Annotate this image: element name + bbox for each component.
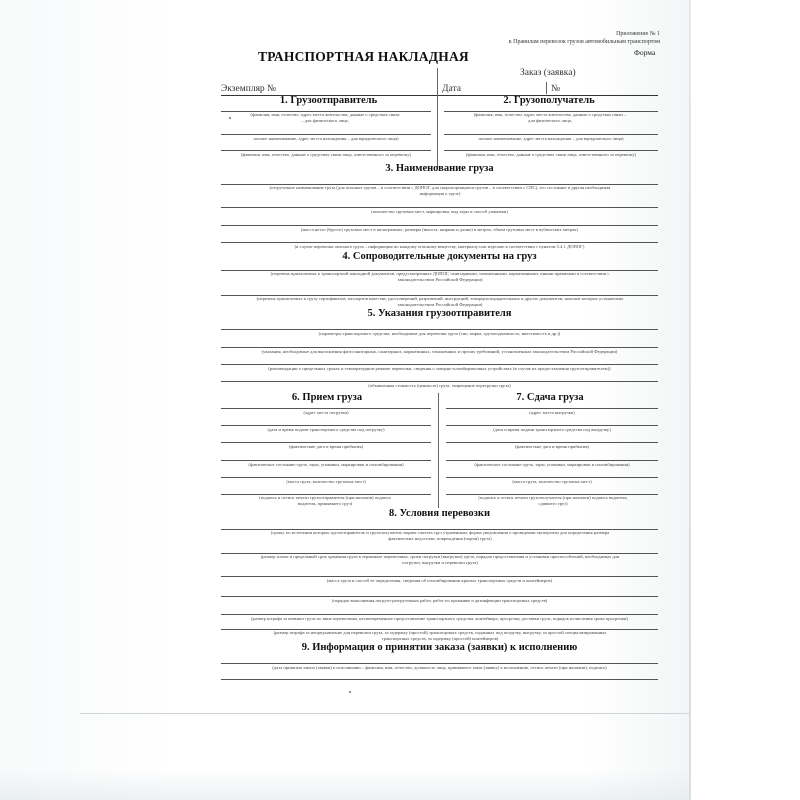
section-3-title: 3. Наименование груза [385, 163, 494, 174]
field-line[interactable] [221, 460, 431, 461]
caption: (масса груза, количество грузовых мест) [512, 479, 592, 484]
section-5-title: 5. Указания грузоотправителя [367, 308, 512, 319]
date-label: Дата [442, 84, 461, 94]
field-line[interactable] [446, 408, 658, 409]
caption: (перечень прилагаемых к грузу сертификатов, паспортов качества, удостоверений, разрешений, инструкций, товарораспорядительных и других документов, наличие которых установлено законодательством Российской Федерации) [256, 296, 624, 307]
section-8-title: 8. Условия перевозки [388, 508, 491, 519]
caption: (указания, необходимые для выполнения фитосанитарных, санитарных, карантинных, таможенных и прочих требований, установленных законодательством Российской Федерации) [261, 349, 618, 354]
field-line[interactable] [221, 347, 658, 348]
appendix-line1: Приложение № 1 [616, 31, 660, 37]
field-line[interactable] [221, 442, 431, 443]
field-line[interactable] [221, 596, 658, 597]
appendix-note [440, 30, 660, 46]
caption: (порядок выполнения погрузо-разгрузочных работ, работ по промывке и дезинфекции транспортных средств) [331, 598, 548, 603]
page-edge [689, 0, 691, 800]
section-1-title: 1. Грузоотправитель [279, 95, 378, 106]
field-line[interactable] [221, 679, 658, 680]
field-line[interactable] [221, 329, 658, 330]
appendix-line2: к Правилам перевозок грузов автомобильным транспортом [508, 39, 660, 45]
caption: (фактическое состояние груза, тары, упаковки, маркировки и опломбирования) [474, 462, 630, 467]
scan-mark [229, 117, 231, 119]
field-line[interactable] [221, 614, 658, 615]
caption: полное наименование, адрес места нахождения – для юридического лица) [478, 136, 624, 141]
caption: (масса груза и способ ее определения, сведения об опломбировании крытых транспортных средств и контейнеров) [326, 578, 553, 583]
caption: (в случае перевозки опасного груза – информация по каждому опасному веществу, материалу или изделию в соответствии с пунктом 5.4.1 ДОПОГ) [294, 244, 585, 249]
field-line[interactable] [221, 381, 658, 382]
field-line[interactable] [221, 134, 431, 135]
caption: (объявленная стоимость (ценность) груза, запрещение перегрузки груза) [368, 383, 511, 388]
section-4-title: 4. Сопроводительные документы на груз [342, 251, 537, 262]
caption: (дата принятия заказа (заявки) к исполнению – фамилия, имя, отчество, должность лица, принявшего заказ (заявку) к исполнению, оттиск печати (при наличии), подпись) [272, 665, 607, 670]
fold-line [80, 713, 690, 714]
field-line[interactable] [221, 207, 658, 208]
caption: (отгрузочное наименование груза (для опасных грузов – в соответствии с ДОПОГ, для скоропортящихся грузов – в соответствии с СПС), его состояние и другая необходимая информация о грузе) [269, 185, 611, 196]
field-line[interactable] [444, 134, 658, 135]
order-label: Заказ (заявка) [520, 68, 576, 78]
number-label: № [551, 84, 561, 94]
field-line[interactable] [221, 477, 431, 478]
caption: (сроки, по истечении которых грузоотправитель и грузополучатель вправе считать груз утраченным, форма уведомления о проведении экспертизы для определения размера фактических недостачи, повреждения (порчи) груза) [270, 530, 610, 541]
caption: (размер платы и предельный срок хранения груза в терминале перевозчика, сроки погрузки (выгрузки) груза, порядок предоставления и установки приспособлений, необходимых для погрузки, выгрузки и перевозки груза) [260, 554, 620, 565]
caption: (подпись и оттиск печати грузополучателя (при наличии) подпись водителя, сдавшего груз) [478, 495, 628, 506]
caption: (параметры транспортного средства, необходимые для перевозки груза (тип, марка, грузоподъемность, вместимость и др.)) [318, 331, 561, 336]
caption: (дата и время подачи транспортного средства под выгрузку) [493, 427, 611, 432]
field-line[interactable] [446, 442, 658, 443]
caption: (фактические дата и время прибытия) [288, 444, 364, 449]
caption: (масса груза, количество грузовых мест) [286, 479, 366, 484]
scan-mark [349, 691, 351, 693]
caption: полное наименование, адрес места нахождения – для юридического лица) [253, 136, 399, 141]
caption: (дата и время подачи транспортного средства под погрузку) [267, 427, 385, 432]
section-2-title: 2. Грузополучатель [503, 95, 595, 106]
section-6-7-divider [438, 393, 439, 508]
field-line[interactable] [446, 460, 658, 461]
document-title: ТРАНСПОРТНАЯ НАКЛАДНАЯ [258, 49, 469, 64]
field-line[interactable] [444, 150, 658, 151]
caption: (количество грузовых мест, маркировка, вид тары и способ упаковки) [371, 209, 508, 214]
field-line[interactable] [221, 364, 658, 365]
field-line[interactable] [221, 576, 658, 577]
caption: (фактические дата и время прибытия) [514, 444, 590, 449]
caption: (размер штрафа за непредъявление для перевозки груза, за задержку (простой) транспортных средств, поданных под погрузку, выгрузку, за простой специализированных транспортных средств, за задержку (простой) контейнеров) [273, 630, 607, 641]
caption: (фамилия, имя, отчество, данные о средствах связи лица, ответственного за перевозку) [240, 152, 412, 157]
caption: (размер штрафа за невывоз груза по вине перевозчика, несвоевременное предоставление транспортного средства, контейнера, просрочку доставки груза, порядок исчисления срока просрочки) [251, 616, 628, 621]
caption: (фамилия, имя, отчество, адрес места жительства, данные о средствах связи – для физического лица, [473, 112, 627, 123]
caption: (рекомендации о предельных сроках и температурном режиме перевозки, сведения о запорно-пломбировочных устройствах (в случае их предоставления грузоотправителем)) [268, 366, 611, 371]
section-7-title: 7. Сдача груза [516, 392, 584, 403]
field-line[interactable] [446, 477, 658, 478]
caption: (фамилия, имя, отчество, данные о средствах связи лица, ответственного за перевозку) [465, 152, 637, 157]
field-line[interactable] [446, 425, 658, 426]
form-label: Форма [634, 48, 656, 57]
header-vertical-divider [437, 68, 438, 168]
copy-number-label: Экземпляр № [221, 84, 277, 94]
caption: (масса нетто (брутто) грузовых мест в килограммах, размеры (высота, ширина и длина) в метрах, объем грузовых мест в кубических метрах) [300, 227, 578, 232]
caption: (адрес места погрузки) [303, 410, 349, 415]
field-line[interactable] [221, 663, 658, 664]
caption: (фактическое состояние груза, тары, упаковки, маркировки и опломбирования) [248, 462, 404, 467]
section-6-title: 6. Прием груза [291, 392, 363, 403]
section-9-title: 9. Информация о принятии заказа (заявки) к исполнению [301, 642, 578, 653]
field-line[interactable] [221, 425, 431, 426]
caption: (адрес места выгрузки) [529, 410, 575, 415]
field-line[interactable] [221, 408, 431, 409]
caption: (подпись и оттиск печати грузоотправителя (при наличии) подпись водителя, принявшего груз) [259, 495, 391, 506]
page-shadow [0, 770, 690, 800]
order-divider [546, 82, 547, 94]
field-line[interactable] [221, 225, 658, 226]
caption: (фамилия, имя, отчество, адрес места жительства, данные о средствах связи – для физического лица, [250, 112, 400, 123]
field-line[interactable] [221, 150, 431, 151]
field-line[interactable] [221, 242, 658, 243]
caption: (перечень прилагаемых к транспортной накладной документов, предусмотренных ДОПОГ, санитарными, таможенными, карантинными, иными правилами в соответствии с законодательством Российской Федерации) [270, 271, 610, 282]
